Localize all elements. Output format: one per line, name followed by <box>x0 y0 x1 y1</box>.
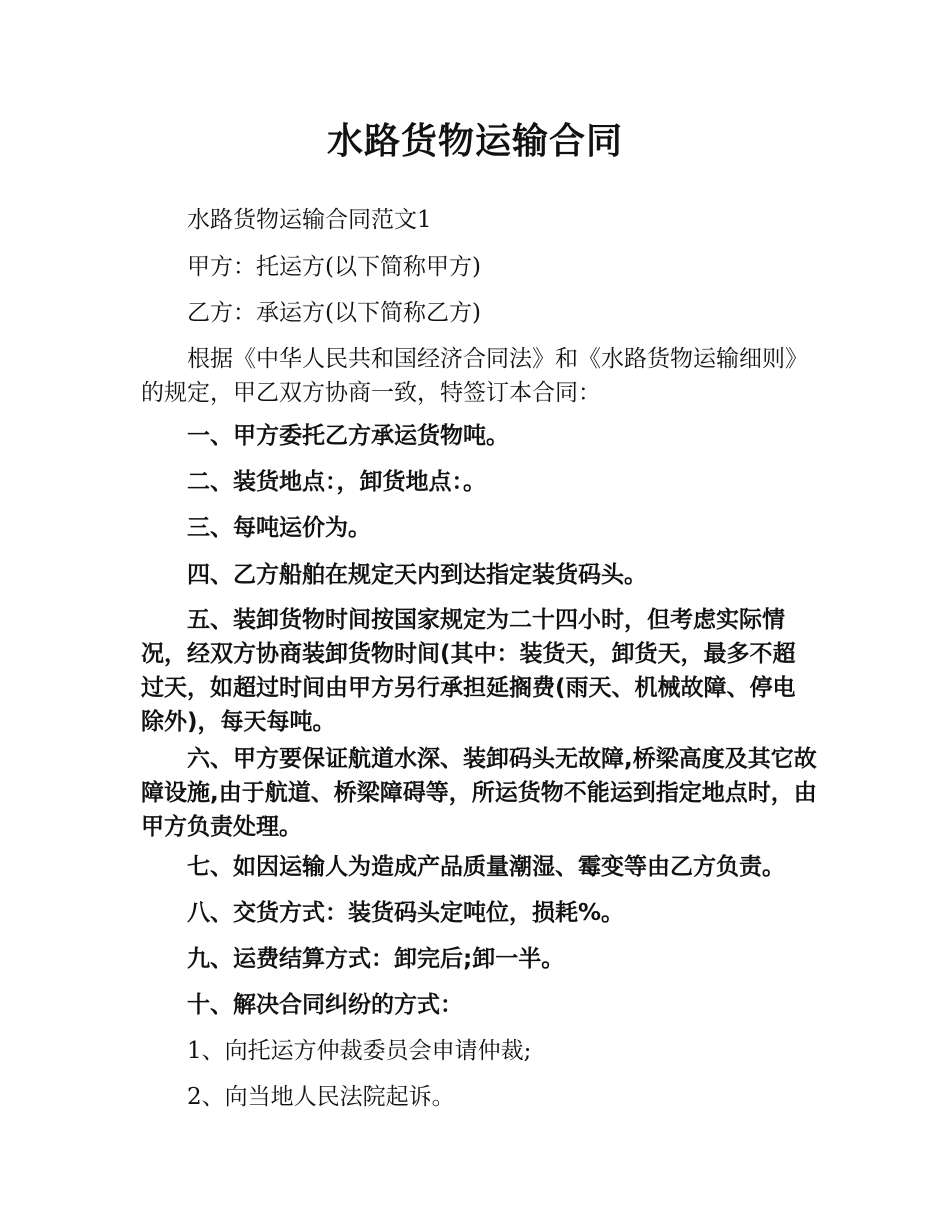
clause-9: 九、运费结算方式：卸完后;卸一半。 <box>187 946 565 972</box>
clause-8: 八、交货方式：装货码头定吨位，损耗%。 <box>187 900 625 926</box>
paragraph-preamble: 根据《中华人民共和国经济合同法》和《水路货物运输细则》的规定，甲乙双方协商一致，特签订本合同： <box>141 346 808 406</box>
paragraph-party-a: 甲方：托运方(以下简称甲方) <box>187 254 481 280</box>
dispute-option-2: 2、向当地人民法院起诉。 <box>187 1084 455 1110</box>
paragraph-sample-heading: 水路货物运输合同范文1 <box>187 207 432 233</box>
clause-2: 二、装货地点：，卸货地点：。 <box>187 469 486 495</box>
clause-7: 七、如因运输人为造成产品质量潮湿、霉变等由乙方负责。 <box>187 854 785 880</box>
clause-5: 五、装卸货物时间按国家规定为二十四小时，但考虑实际情况，经双方协商装卸货物时间(其中：装货天，卸货天，最多不超过天，如超过时间由甲方另行承担延搁费(雨天、机械故障、停电除外)，每天每吨。 <box>141 607 796 735</box>
dispute-option-1: 1、向托运方仲裁委员会申请仲裁; <box>187 1038 532 1064</box>
clause-3: 三、每吨运价为。 <box>187 515 371 541</box>
clause-4: 四、乙方船舶在规定天内到达指定装货码头。 <box>187 562 647 588</box>
clause-6: 六、甲方要保证航道水深、装卸码头无故障,桥梁高度及其它故障设施,由于航道、桥梁障碍等，所运货物不能运到指定地点时，由甲方负责处理。 <box>141 746 817 840</box>
paragraph-party-b: 乙方：承运方(以下简称乙方) <box>187 300 481 326</box>
clause-10: 十、解决合同纠纷的方式： <box>187 992 463 1018</box>
document-title: 水路货物运输合同 <box>326 121 623 162</box>
clause-1: 一、甲方委托乙方承运货物吨。 <box>187 423 509 449</box>
